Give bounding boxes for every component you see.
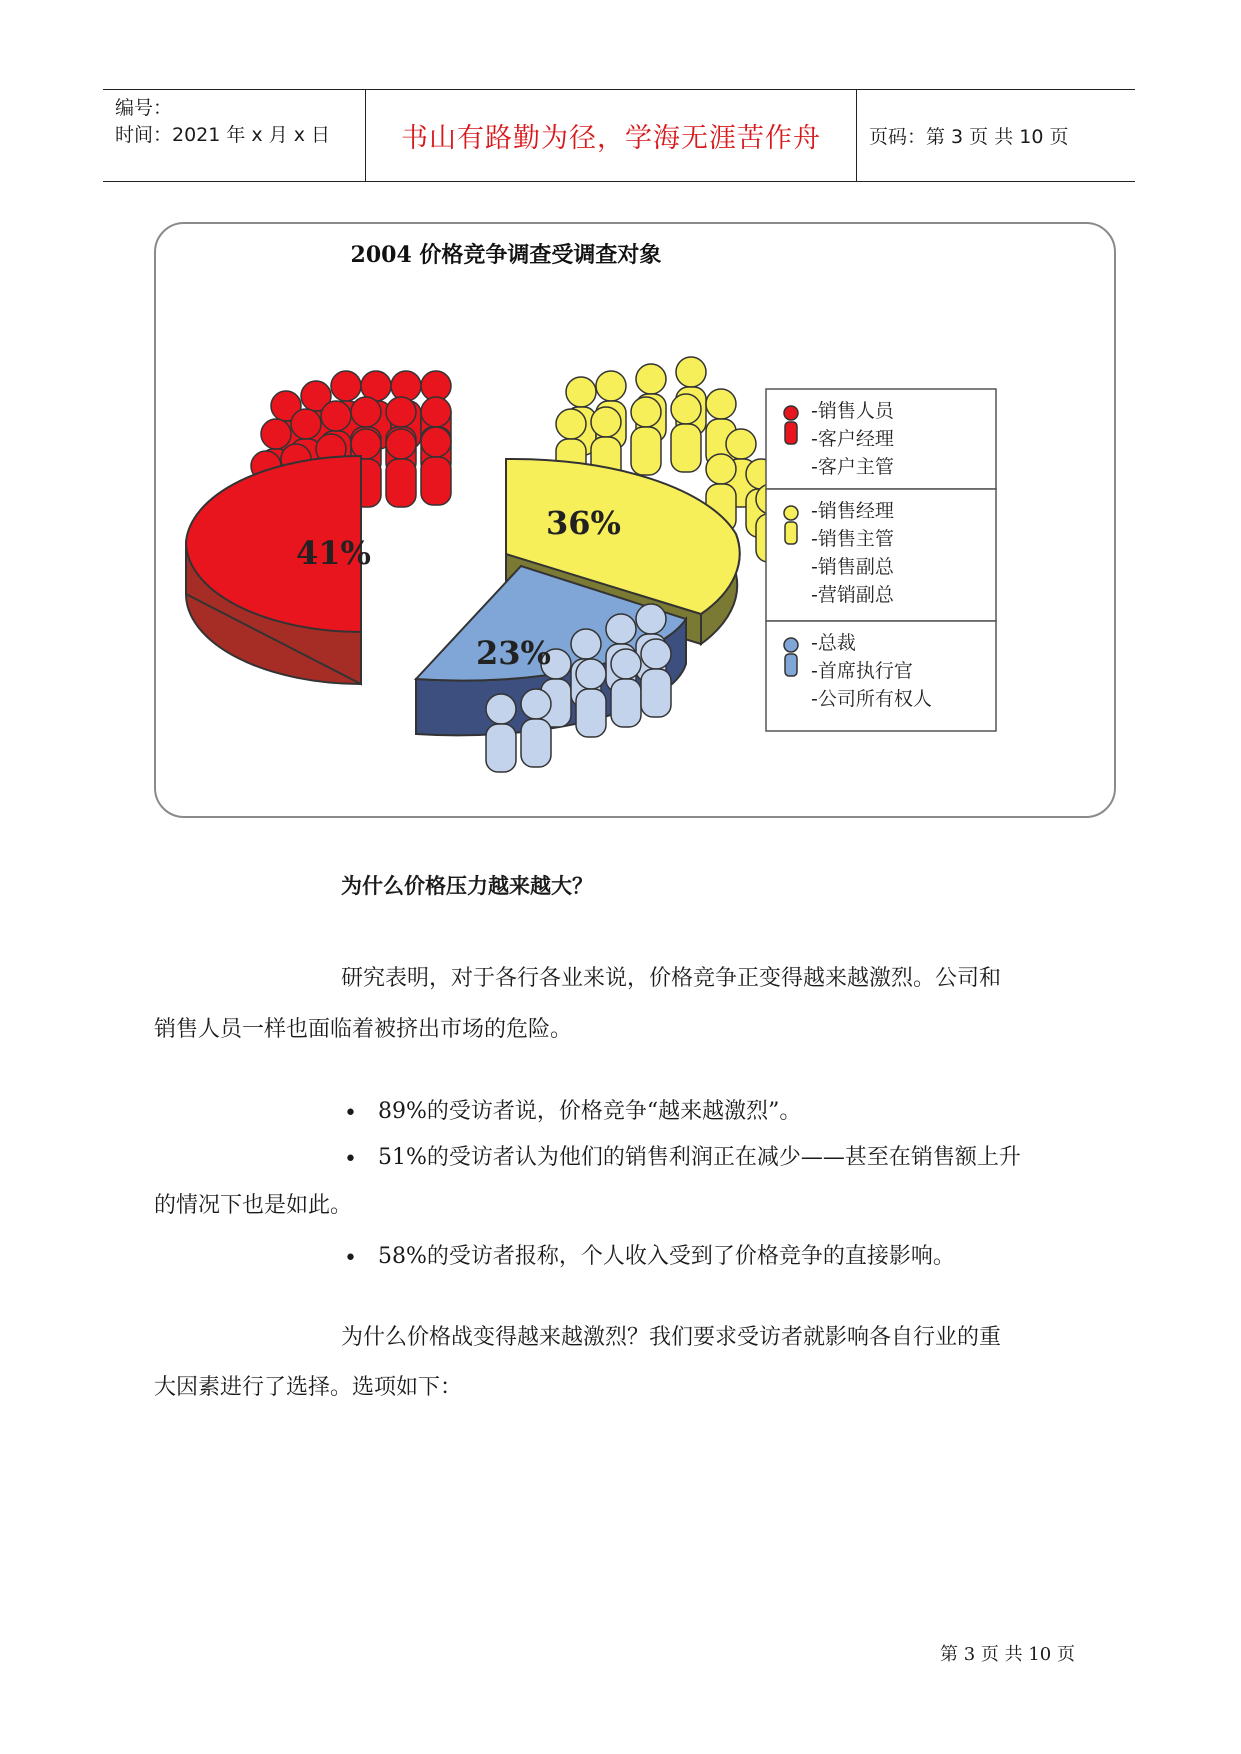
person-figure-blue <box>611 649 641 727</box>
header-motto-cell <box>366 90 857 181</box>
document-header <box>103 89 1135 182</box>
bullet-2-line-2: 的情况下也是如此。 <box>154 1193 353 1218</box>
motto-text: 书山有路勤为径，学海无涯苦作舟 <box>401 123 821 154</box>
serial-number-label: 编号： <box>115 97 173 119</box>
person-figure-blue <box>486 694 516 772</box>
person-figure-red <box>386 429 416 507</box>
legend-item: -客户经理 <box>811 428 894 450</box>
survey-chart <box>154 222 1116 818</box>
pie-slices <box>186 456 740 772</box>
bullet-2-line-1: 51%的受访者认为他们的销售利润正在减少——甚至在销售额上升 <box>378 1145 1021 1170</box>
person-figure-blue <box>641 639 671 717</box>
bullet-1-text: 89%的受访者说，价格竞争“越来越激烈”。 <box>378 1099 802 1124</box>
page-number-label: 页码：第 3 页 共 10 页 <box>869 126 1069 148</box>
legend-item: -销售主管 <box>811 528 894 550</box>
person-figure-blue <box>521 689 551 767</box>
legend-person-icon <box>784 406 798 444</box>
paragraph-1-line-1: 研究表明，对于各行各业来说，价格竞争正变得越来越激烈。公司和 <box>341 966 1002 991</box>
legend-item: -销售人员 <box>811 400 894 422</box>
bullet-dot-1: • <box>344 1101 357 1126</box>
legend-item: -销售副总 <box>811 556 894 578</box>
legend-item: -总裁 <box>811 632 856 654</box>
person-figure-yellow <box>631 397 661 475</box>
person-figure-yellow <box>671 394 701 472</box>
section-heading: 为什么价格压力越来越大？ <box>341 874 593 898</box>
legend-item: -营销副总 <box>811 584 894 606</box>
header-meta-cell <box>103 90 366 181</box>
legend-person-icon <box>784 638 798 676</box>
pie-chart-svg <box>156 224 1118 820</box>
header-page-cell <box>857 90 1135 181</box>
legend-item: -公司所有权人 <box>811 688 932 710</box>
data-label-0: 41% <box>296 534 371 572</box>
person-figure-red <box>421 427 451 505</box>
chart-legend <box>766 389 996 731</box>
paragraph-2-line-1: 为什么价格战变得越来越激烈？我们要求受访者就影响各自行业的重 <box>341 1325 1002 1350</box>
person-figure-blue <box>576 659 606 737</box>
data-label-1: 36% <box>546 504 621 542</box>
paragraph-2-line-2: 大因素进行了选择。选项如下： <box>154 1375 463 1400</box>
paragraph-1-line-2: 销售人员一样也面临着被挤出市场的危险。 <box>154 1017 573 1042</box>
time-label: 时间：2021 年 x 月 x 日 <box>115 124 331 146</box>
legend-person-icon <box>784 506 798 544</box>
legend-item: -客户主管 <box>811 456 894 478</box>
data-label-2: 23% <box>476 634 551 672</box>
legend-item: -销售经理 <box>811 500 894 522</box>
bullet-dot-3: • <box>344 1246 357 1271</box>
bullet-3-text: 58%的受访者报称，个人收入受到了价格竞争的直接影响。 <box>378 1244 955 1269</box>
chart-title: 2004 价格竞争调查受调查对象 <box>350 242 662 268</box>
legend-item: -首席执行官 <box>811 660 913 682</box>
bullet-dot-2: • <box>344 1147 357 1172</box>
page-footer: 第 3 页 共 10 页 <box>940 1644 1075 1665</box>
